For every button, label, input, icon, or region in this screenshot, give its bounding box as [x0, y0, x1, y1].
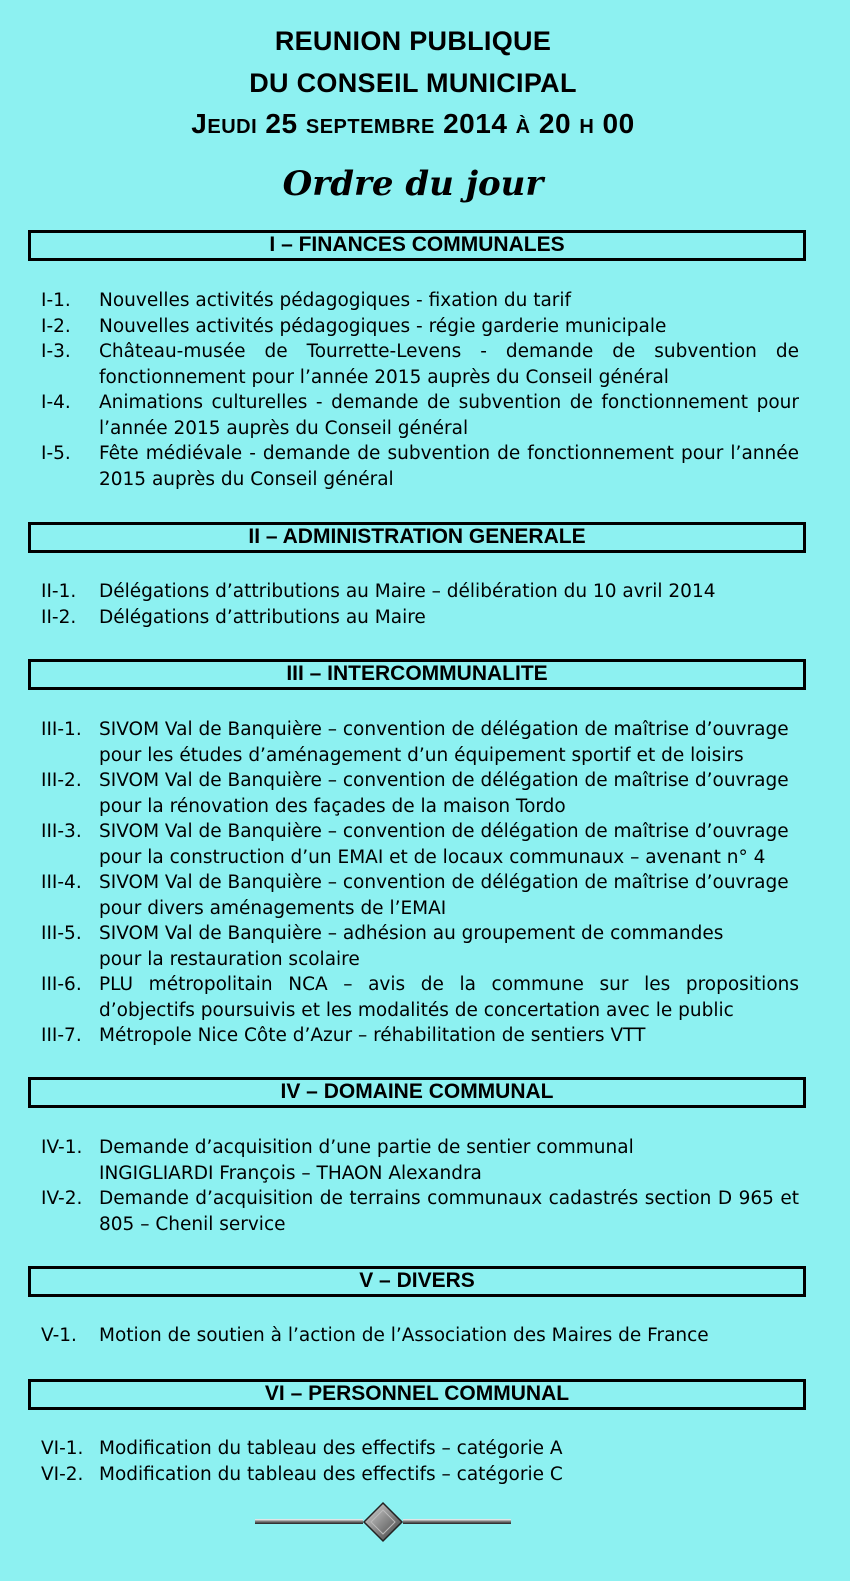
agenda-item: [41, 1135, 799, 1186]
item-text: Nouvelles activités pédagogiques - régie garderie municipale: [99, 315, 667, 337]
item-number: III-2.: [41, 770, 82, 791]
section-heading-intercommunalite: III – INTERCOMMUNALITE: [28, 659, 806, 690]
item-number: V-1.: [41, 1325, 77, 1346]
item-number: I-4.: [41, 392, 71, 413]
item-number: VI-1.: [41, 1438, 84, 1459]
item-number: III-4.: [41, 872, 82, 893]
item-number: III-3.: [41, 821, 82, 842]
item-text: Château-musée de Tourrette-Levens - demande de subvention de fonctionnement pour l’année 2015 auprès du Conseil général: [99, 341, 799, 388]
page-header: [0, 20, 826, 208]
item-text: Nouvelles activités pédagogiques - fixation du tarif: [99, 290, 572, 311]
agenda-item: [41, 339, 799, 390]
agenda-subtitle: Ordre du jour: [282, 164, 544, 204]
item-text: SIVOM Val de Banquière – convention de délégation de maîtrise d’ouvrage pour divers aménagements de l’EMAI: [99, 872, 789, 919]
agenda-item: [41, 314, 799, 340]
item-text: Fête médiévale - demande de subvention de fonctionnement pour l’année 2015 auprès du Conseil général: [99, 443, 799, 490]
section-items-divers: [41, 1323, 799, 1349]
section-heading-administration: II – ADMINISTRATION GENERALE: [28, 522, 806, 553]
item-number: I-1.: [41, 290, 71, 311]
item-number: III-5.: [41, 923, 82, 944]
item-text: Animations culturelles - demande de subvention de fonctionnement pour l’année 2015 auprès du Conseil général: [99, 392, 799, 439]
section-heading-personnel: VI – PERSONNEL COMMUNAL: [28, 1379, 806, 1410]
section-items-finances: [41, 288, 799, 492]
agenda-item: [41, 972, 799, 1023]
agenda-item: [41, 1023, 799, 1049]
item-number: III-7.: [41, 1025, 82, 1046]
item-text: PLU métropolitain NCA – avis de la commune sur les propositions d’objectifs poursuivis et les modalités de concertation avec le public: [99, 974, 799, 1021]
item-number: I-3.: [41, 341, 71, 362]
section-items-intercommunalite: [41, 717, 799, 1049]
item-text: Modification du tableau des effectifs – catégorie A: [99, 1438, 563, 1459]
item-number: VI-2.: [41, 1463, 84, 1485]
agenda-item: [41, 921, 799, 972]
item-number: III-1.: [41, 719, 82, 740]
agenda-item: [41, 819, 799, 870]
agenda-item: [41, 390, 799, 441]
item-text: Modification du tableau des effectifs – catégorie C: [99, 1463, 563, 1485]
item-text: Demande d’acquisition de terrains communaux cadastrés section D 965 et 805 – Chenil service: [99, 1188, 799, 1235]
item-text: SIVOM Val de Banquière – convention de délégation de maîtrise d’ouvrage pour la construction d’un EMAI et de locaux communaux – avenant n° 4: [99, 821, 789, 868]
item-text: SIVOM Val de Banquière – convention de délégation de maîtrise d’ouvrage pour les études d’aménagement d’un équipement sportif et de loisirs: [99, 719, 789, 766]
agenda-item: [41, 870, 799, 921]
item-number: IV-1.: [41, 1137, 83, 1158]
item-text-line-2: INGIGLIARDI François – THAON Alexandra: [99, 1162, 482, 1184]
section-items-administration: [41, 579, 799, 630]
item-number: III-6.: [41, 974, 82, 995]
item-number: I-5.: [41, 443, 71, 464]
diamond-divider-icon: [255, 1501, 511, 1547]
section-heading-finances: I – FINANCES COMMUNALES: [28, 230, 806, 261]
item-text: Métropole Nice Côte d’Azur – réhabilitation de sentiers VTT: [99, 1025, 646, 1046]
agenda-item: [41, 1186, 799, 1237]
item-text: Motion de soutien à l’action de l’Association des Maires de France: [99, 1325, 709, 1346]
agenda-item: [41, 1436, 799, 1462]
item-text: [99, 1135, 799, 1186]
meeting-date: Jeudi 25 septembre 2014 à 20 h 00: [191, 108, 635, 139]
section-heading-domaine: IV – DOMAINE COMMUNAL: [28, 1077, 806, 1108]
agenda-item: [41, 768, 799, 819]
item-number: I-2.: [41, 315, 71, 337]
title-line-2: DU CONSEIL MUNICIPAL: [249, 68, 577, 98]
item-number: IV-2.: [41, 1188, 83, 1209]
agenda-item: [41, 288, 799, 314]
agenda-item: [41, 1462, 799, 1488]
item-text-line-1: SIVOM Val de Banquière – adhésion au groupement de commandes: [99, 923, 724, 944]
item-number: II-2.: [41, 606, 77, 628]
section-items-personnel: [41, 1436, 799, 1487]
agenda-item: [41, 605, 799, 631]
item-text: Délégations d’attributions au Maire: [99, 606, 426, 628]
item-text: Délégations d’attributions au Maire – délibération du 10 avril 2014: [99, 581, 716, 602]
agenda-item: [41, 717, 799, 768]
item-text-line-2: pour la restauration scolaire: [99, 948, 360, 970]
item-text: SIVOM Val de Banquière – convention de délégation de maîtrise d’ouvrage pour la rénovation des façades de la maison Tordo: [99, 770, 789, 817]
agenda-item: [41, 579, 799, 605]
agenda-item: [41, 1323, 799, 1349]
agenda-item: [41, 441, 799, 492]
item-text-line-1: Demande d’acquisition d’une partie de sentier communal: [99, 1137, 634, 1158]
item-text: [99, 921, 799, 972]
title-line-1: REUNION PUBLIQUE: [274, 26, 552, 56]
section-items-domaine: [41, 1135, 799, 1237]
section-heading-divers: V – DIVERS: [28, 1266, 806, 1297]
item-number: II-1.: [41, 581, 77, 602]
